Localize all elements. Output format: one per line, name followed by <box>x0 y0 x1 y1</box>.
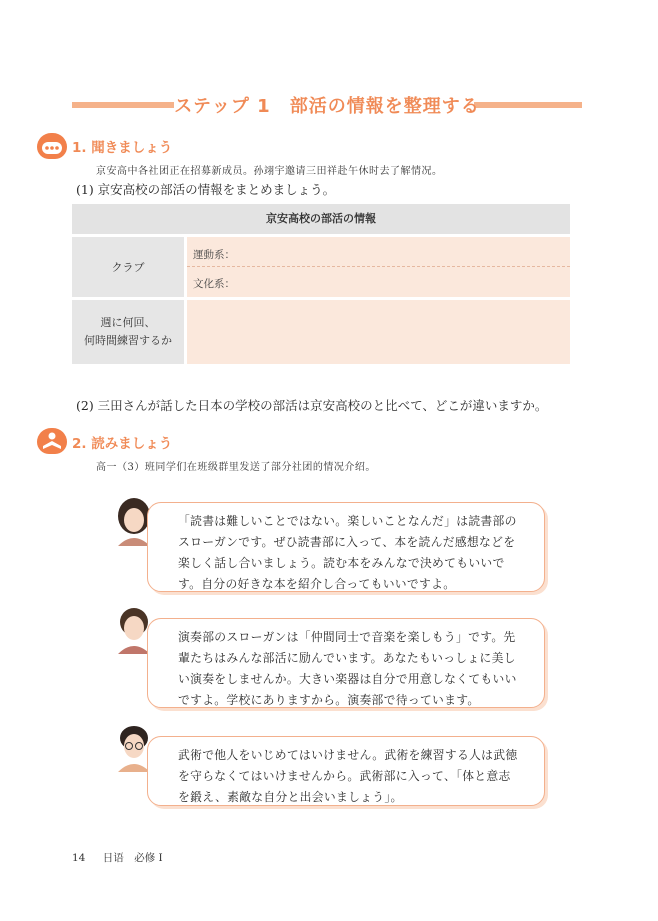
practice-label-line2: 何時間練習するか <box>84 334 172 347</box>
question-1: (1) 京安高校の部活の情報をまとめましょう。 <box>76 182 336 197</box>
read-icon <box>37 428 67 454</box>
step-title-bar <box>72 96 582 117</box>
bubble-line: 演奏部のスローガンは「仲間同士で音楽を楽しもう」です。先 <box>178 630 516 644</box>
bubble-line: ですよ。学校にありますから。演奏部で待っています。 <box>178 693 480 707</box>
bubble-line: 輩たちはみんな部活に励んでいます。あなたもいっしょに美し <box>178 651 516 665</box>
bubble-line: スローガンです。ぜひ読書部に入って、本を読んだ感想などを <box>178 535 516 549</box>
bubble-line: 武術で他人をいじめてはいけません。武術を練習する人は武徳 <box>178 748 518 762</box>
bubble-line: 「読書は難しいことではない。楽しいことなんだ」は読書部の <box>178 514 517 528</box>
listen-icon <box>37 133 67 159</box>
page-number: 14 <box>72 852 86 864</box>
section-1-title: 1. 聞きましょう <box>72 140 173 156</box>
speech-bubble-martial-arts-club <box>147 736 545 806</box>
dashed-rule <box>187 266 570 267</box>
speech-bubble-reading-club <box>147 502 545 592</box>
sports-label: 運動系： <box>193 249 235 261</box>
section-2-title: 2. 読みましょう <box>72 436 173 452</box>
page-title: ステップ 1 部活の情報を整理する <box>174 96 480 117</box>
table-practice-answer[interactable] <box>187 300 570 364</box>
club-label: クラブ <box>111 261 145 274</box>
bubble-line: を守らなくてはいけませんから。武術部に入って、「体と意志 <box>178 769 511 783</box>
culture-label: 文化系： <box>193 278 235 290</box>
table-label-practice <box>72 300 184 364</box>
club-info-table <box>72 204 570 364</box>
question-2: (2) 三田さんが話した日本の学校の部活は京安高校のと比べて、どこが違いますか。 <box>76 398 548 413</box>
bubble-line: 楽しく話し合いましょう。読む本をみんなで決めてもいいで <box>178 556 505 570</box>
table-header: 京安高校の部活の情報 <box>72 204 570 234</box>
section-2-description: 高一（3）班同学们在班级群里发送了部分社团的情况介绍。 <box>96 462 376 473</box>
practice-label-line1: 週に何回、 <box>100 316 156 329</box>
bubble-line: す。自分の好きな本を紹介し合ってもいいですよ。 <box>178 577 456 591</box>
section-1-description: 京安高中各社团正在招募新成员。孙翊宇邀请三田祥赴午休时去了解情况。 <box>96 166 443 177</box>
bubble-line: い演奏をしませんか。大きい楽器は自分で用意しなくてもいい <box>178 672 517 686</box>
table-club-answer[interactable] <box>187 237 570 297</box>
book-title: 日语 必修 Ⅰ <box>102 852 163 864</box>
table-label-club <box>72 237 184 297</box>
page-footer <box>72 850 177 865</box>
speech-bubble-music-club <box>147 618 545 708</box>
bubble-line: を鍛え、素敵な自分と出会いましょう」。 <box>178 790 403 804</box>
